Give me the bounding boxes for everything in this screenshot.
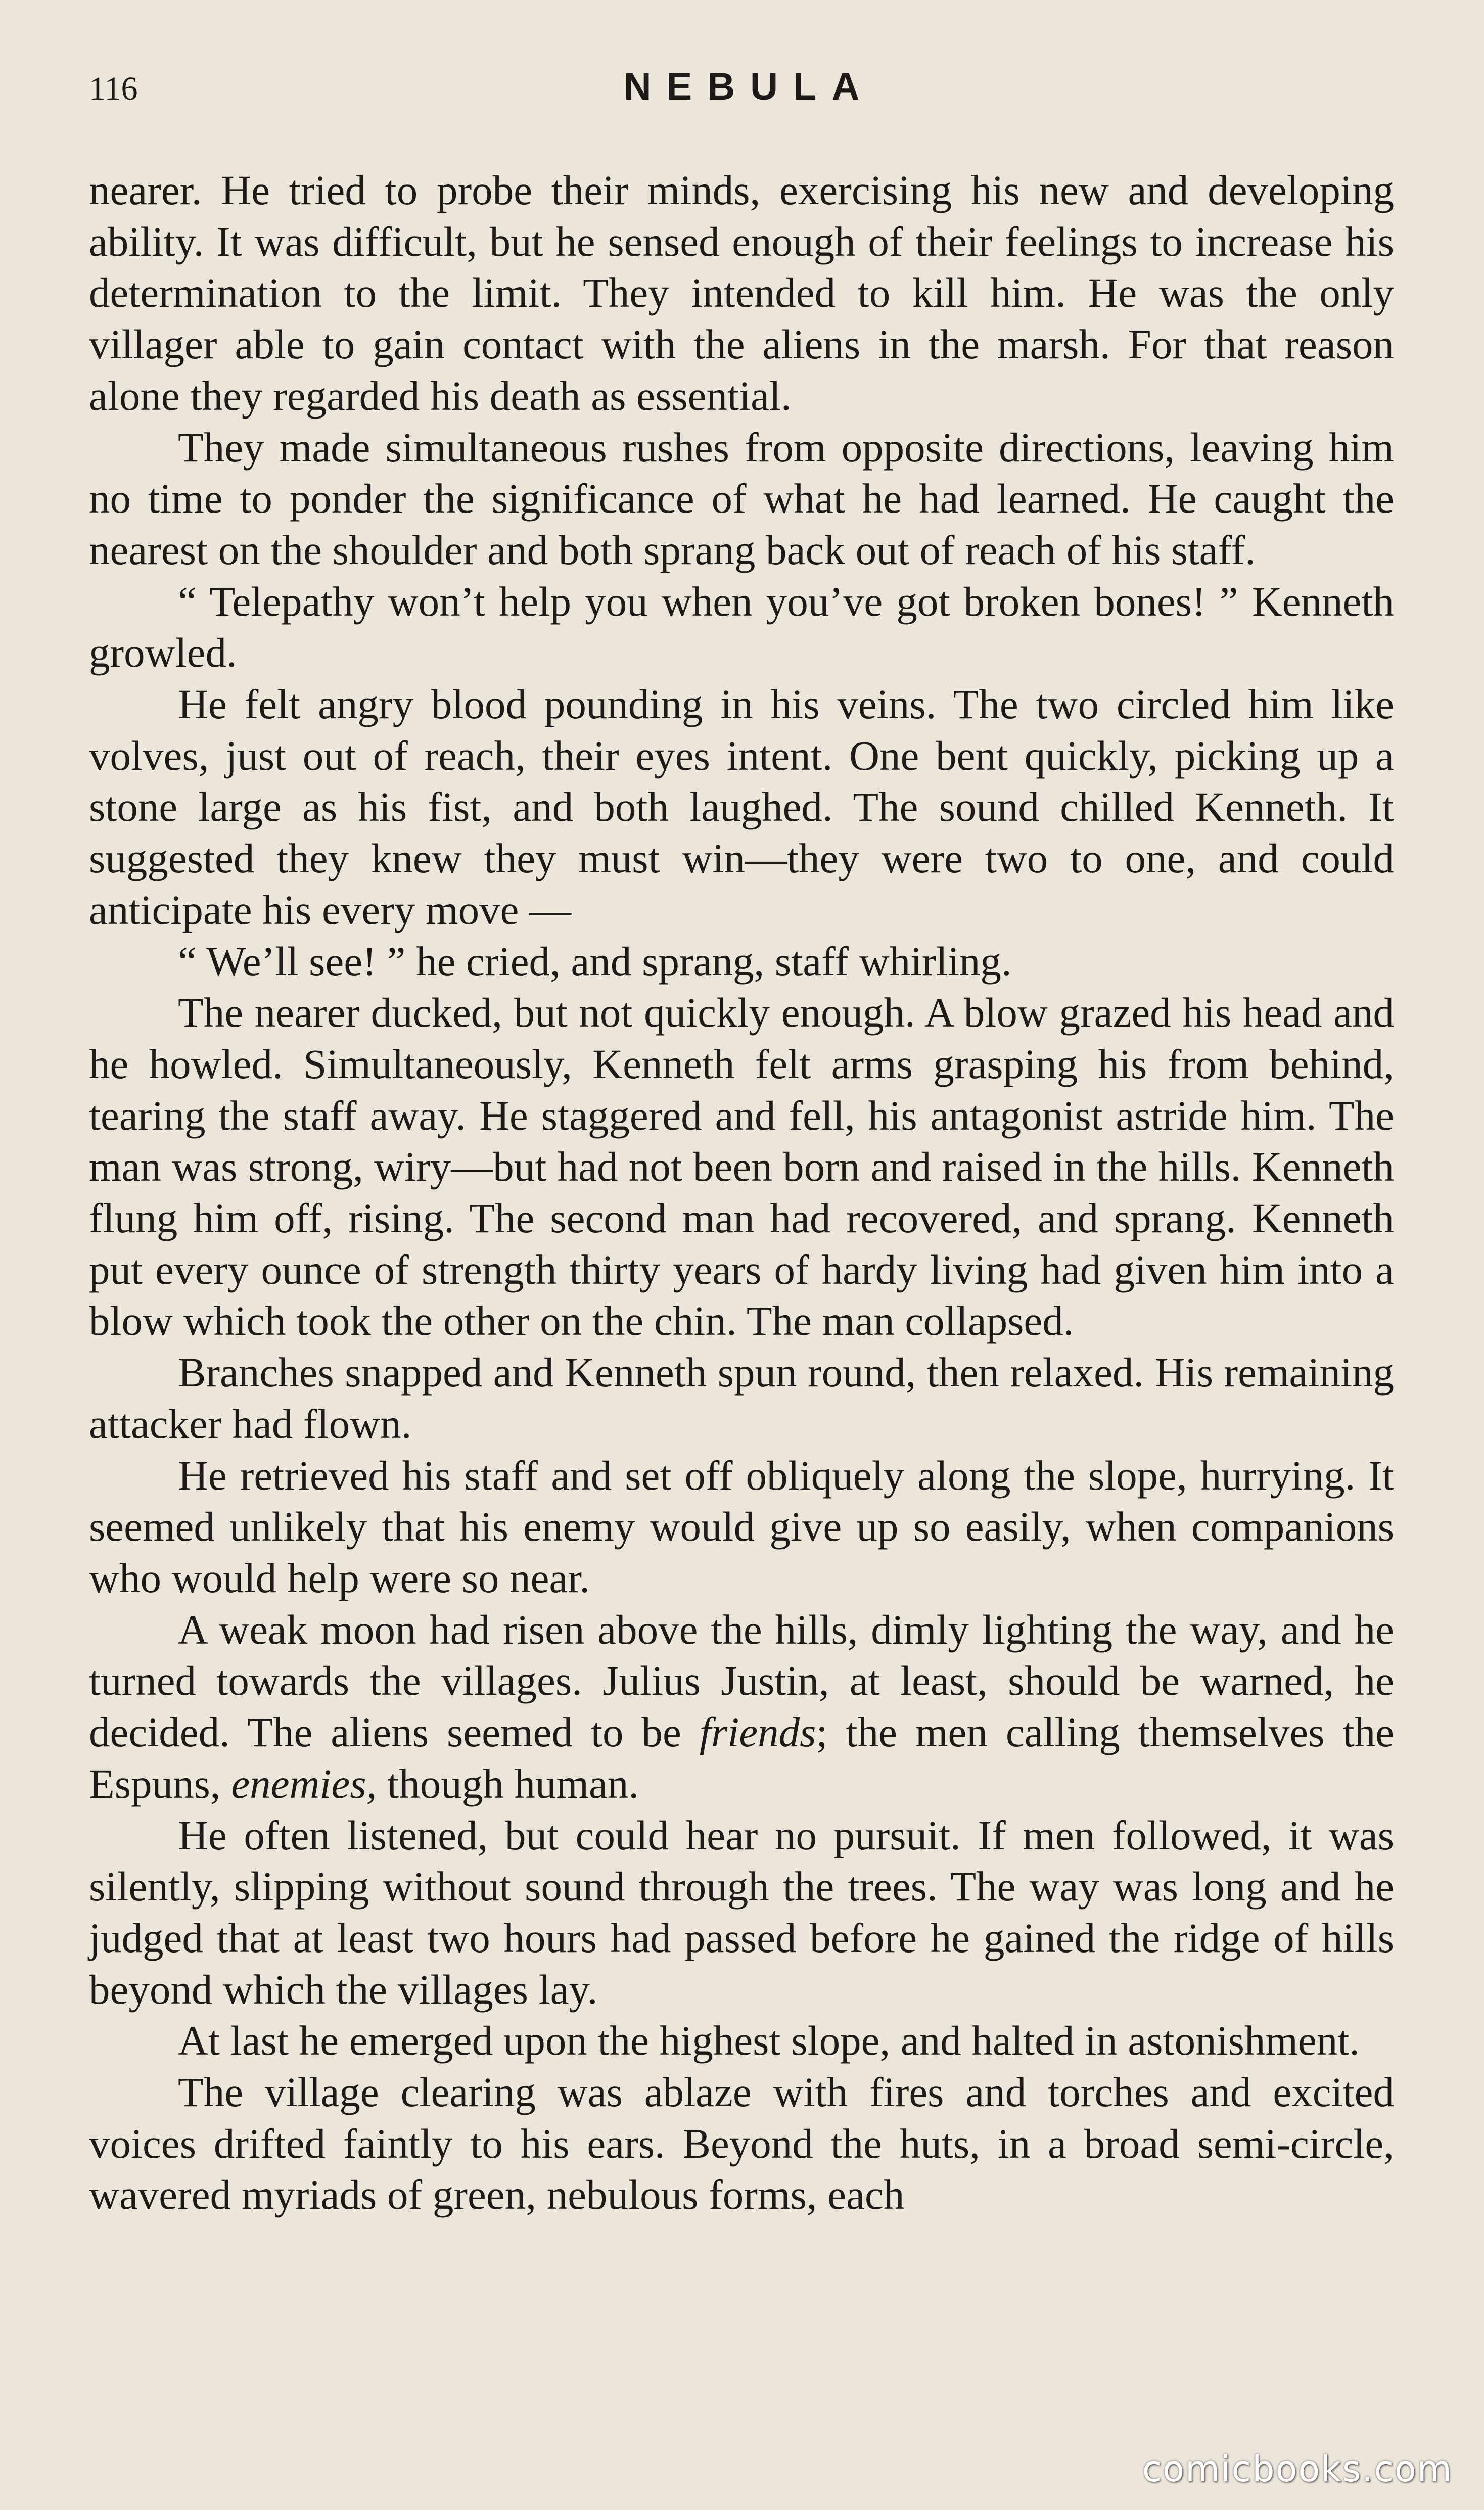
paragraph: “ We’ll see! ” he cried, and sprang, staff whirling. — [178, 938, 1012, 985]
paragraph: He often listened, but could hear no pursuit. If men followed, it was silently, slipping without sound through the trees. The way was long and he judged that at least two hours had passed before he gained the ridge of hills beyond which the villages lay. — [89, 1811, 1394, 2013]
site-watermark: comicbooks.com — [1142, 2448, 1453, 2490]
paragraph: The village clearing was ablaze with fires and torches and excited voices drifted faintly to his ears. Beyond the huts, in a broad semi-circle, wavered myriads of green, nebulous forms, each — [89, 2069, 1394, 2218]
paragraph: The nearer ducked, but not quickly enough. A blow grazed his head and he howled. Simultaneously, Kenneth felt arms grasping his from behind, tearing the staff away. He staggered and fell, his antagonist astride him. The man was strong, wiry—but had not been born and raised in the hills. Kenneth flung him off, rising. The second man had recovered, and sprang. Kenneth put every ounce of strength thirty years of hardy living had given him into a blow which took the other on the chin. The man collapsed. — [89, 989, 1394, 1344]
paragraph: Branches snapped and Kenneth spun round, then relaxed. His remaining attacker had flown. — [89, 1349, 1394, 1447]
emphasis-friends: friends — [699, 1709, 816, 1756]
paragraph — [89, 1604, 1394, 1810]
page-header — [89, 65, 1394, 115]
page-number: 116 — [89, 70, 138, 107]
paragraph: At last he emerged upon the highest slope, and halted in astonishment. — [178, 2017, 1360, 2064]
paragraph-text: A weak moon had risen above the hills, dimly lighting the way, and he turned towards the villages. Julius Justin, at least, should be warned, he decided. The aliens seemed to be — [89, 1606, 1394, 1756]
emphasis-enemies: enemies, — [231, 1760, 377, 1807]
paragraph: nearer. He tried to probe their minds, exercising his new and developing ability. It was difficult, but he sensed enough of their feelings to increase his determination to the limit. They intended to kill him. He was the only villager able to gain contact with the aliens in the marsh. For that reason alone they regarded his death as essential. — [89, 167, 1394, 419]
paragraph: They made simultaneous rushes from opposite directions, leaving him no time to ponder the significance of what he had learned. He caught the nearest on the shoulder and both sprang back out of reach of his staff. — [89, 424, 1394, 573]
paragraph: He retrieved his staff and set off obliquely along the slope, hurrying. It seemed unlikely that his enemy would give up so easily, when companions who would help were so near. — [89, 1452, 1394, 1601]
running-head: NEBULA — [623, 65, 875, 108]
paragraph: He felt angry blood pounding in his veins. The two circled him like volves, just out of reach, their eyes intent. One bent quickly, picking up a stone large as his fist, and both laughed. The sound chilled Kenneth. It suggested they knew they must win—they were two to one, and could anticipate his every move — — [89, 681, 1394, 933]
paragraph-text: ; the men calling themselves the Espuns, — [89, 1709, 1394, 1807]
article-body — [89, 165, 1394, 2221]
paragraph: “ Telepathy won’t help you when you’ve got broken bones! ” Kenneth growled. — [89, 578, 1394, 676]
paragraph-text: though human. — [377, 1760, 639, 1807]
